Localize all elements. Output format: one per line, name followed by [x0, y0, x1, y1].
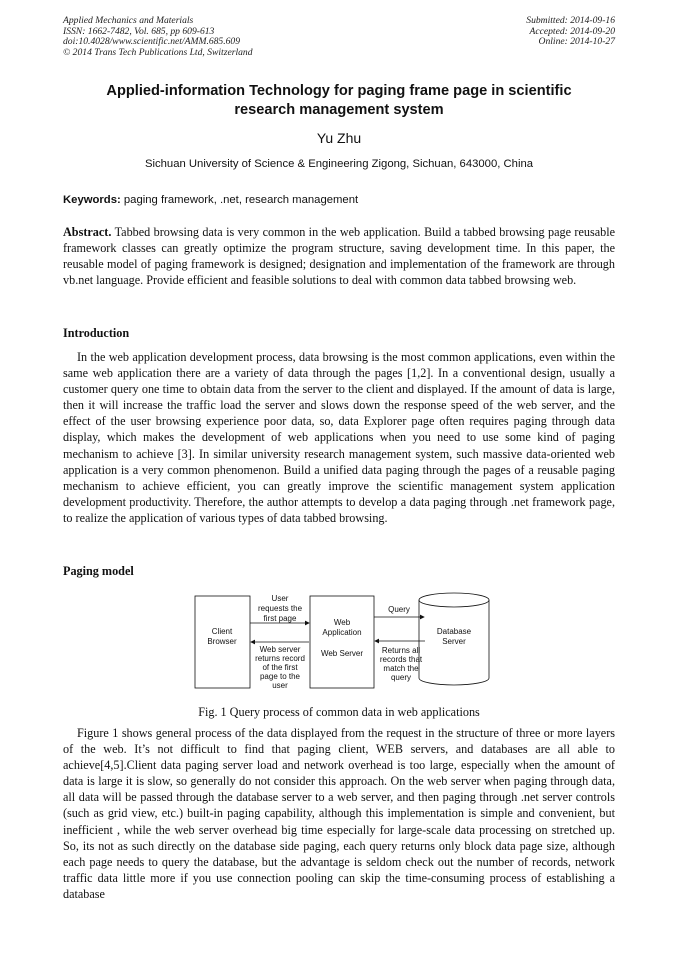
paper-title-line2: research management system — [234, 102, 444, 118]
paper-title — [63, 82, 615, 120]
journal-info — [63, 16, 253, 58]
response-label-1: Web server — [259, 645, 301, 654]
web-label-2: Application — [322, 628, 362, 637]
figure-1-caption: Fig. 1 Query process of common data in web applications — [198, 705, 480, 719]
request-label-3: first page — [263, 614, 297, 623]
web-application-box — [310, 596, 374, 688]
keywords-label: Keywords: — [63, 194, 121, 206]
response-label-5: user — [272, 681, 288, 690]
web-label-1: Web — [333, 618, 351, 627]
paging-model-heading: Paging model — [63, 564, 134, 578]
abstract-text: Tabbed browsing data is very common in the web application. Build a tabbed browsing page reusable framework classes can greatly optimize the program structure, saving development time. In this paper, the reusable model of paging framework is designed; designation and implementation of the framework are through vb.net language. Provide efficient and feasible solutions to deal with common data tabbed browsing web. — [63, 225, 615, 288]
keywords-text: paging framework, .net, research management — [120, 194, 359, 206]
query-label: Query — [388, 605, 410, 614]
web-label-3: Web Server — [320, 649, 364, 658]
paper-title-line1: Applied-information Technology for paging frame page in scientific — [106, 83, 572, 99]
client-label-2: Browser — [207, 637, 237, 646]
author-name: Yu Zhu — [316, 130, 362, 146]
request-label-2: requests the — [257, 604, 303, 613]
db-label-1: Database — [436, 627, 472, 636]
journal-doi: doi:10.4028/www.scientific.net/AMM.685.609 — [63, 36, 241, 47]
submitted-date: Submitted: 2014-09-16 — [526, 15, 615, 26]
response-label-2: returns record — [255, 654, 305, 663]
submission-dates — [526, 16, 615, 48]
returns-label-2: records that — [379, 655, 423, 664]
author-affiliation: Sichuan University of Science & Engineering Zigong, Sichuan, 643000, China — [144, 158, 534, 170]
returns-label-1: Returns all — [381, 646, 421, 655]
online-date: Online: 2014-10-27 — [538, 36, 615, 47]
introduction-heading: Introduction — [63, 326, 130, 340]
abstract-label: Abstract. — [63, 225, 112, 239]
request-label-1: User — [271, 594, 289, 603]
journal-issn: ISSN: 1662-7482, Vol. 685, pp 609-613 — [63, 25, 215, 37]
journal-copyright: © 2014 Trans Tech Publications Ltd, Switzerland — [63, 46, 253, 58]
response-label-4: page to the — [259, 672, 301, 681]
client-label-1: Client — [211, 627, 233, 636]
figure-1-diagram — [191, 590, 491, 694]
returns-label-3: match the — [383, 664, 419, 673]
abstract — [63, 224, 615, 288]
journal-name: Applied Mechanics and Materials — [63, 15, 194, 26]
body-paragraph: Figure 1 shows general process of the data displayed from the request in the structure of three or more layers of the web. It’s not difficult to find that paging client, WEB servers, and databases are all able to achieve[4,5].Client data paging server load and network overhead is too large, especially when the amount of data is large it is slow, so generally do not consider this approach. On the web server when paging through data, all data will be passed through the database server to a web server, and then paging through .net server controls (such as grid view, etc.) built-in paging capability, although this implementation is simple and convenient, but inefficient , while the web server overhead big time especially for large-scale data processing on stretched up. So, its not as such directly on the database side paging, each query returns only block data page size, although each page needs to query the database, but the advantage is seldom check out the number of records, network traffic data little more if you use connection pooling can skip the time-consuming process of establishing a database — [63, 726, 615, 901]
db-label-2: Server — [442, 637, 466, 646]
returns-label-4: query — [390, 673, 412, 682]
response-label-3: of the first — [262, 663, 298, 672]
keywords — [63, 194, 615, 206]
accepted-date: Accepted: 2014-09-20 — [529, 25, 615, 37]
introduction-paragraph: In the web application development process, data browsing is the most common applications, even within the same web application there are a variety of data through the pages [1,2]. In a conventional design, usually a customer query one time to obtain data from the server to the client and displayed. If the amount of data is large, then it will increase the traffic load the server and slows down the response speed of the web server, and the effect of the user browsing experience poor data, so, data Explorer page often requires paging through data display, which makes the development of web applications when you need to use some kind of paging mechanism to achieve [3]. In similar university research management system, such massive data-oriented web application is a very common phenomenon. Build a unified data paging through the pages of a reusable paging mechanism to achieve efficient, you can greatly improve the scientific management system application development productivity. Therefore, the author attempts to develop a data paging through .net framework page, to realize the application of various types of data tabbed browsing. — [63, 350, 615, 525]
